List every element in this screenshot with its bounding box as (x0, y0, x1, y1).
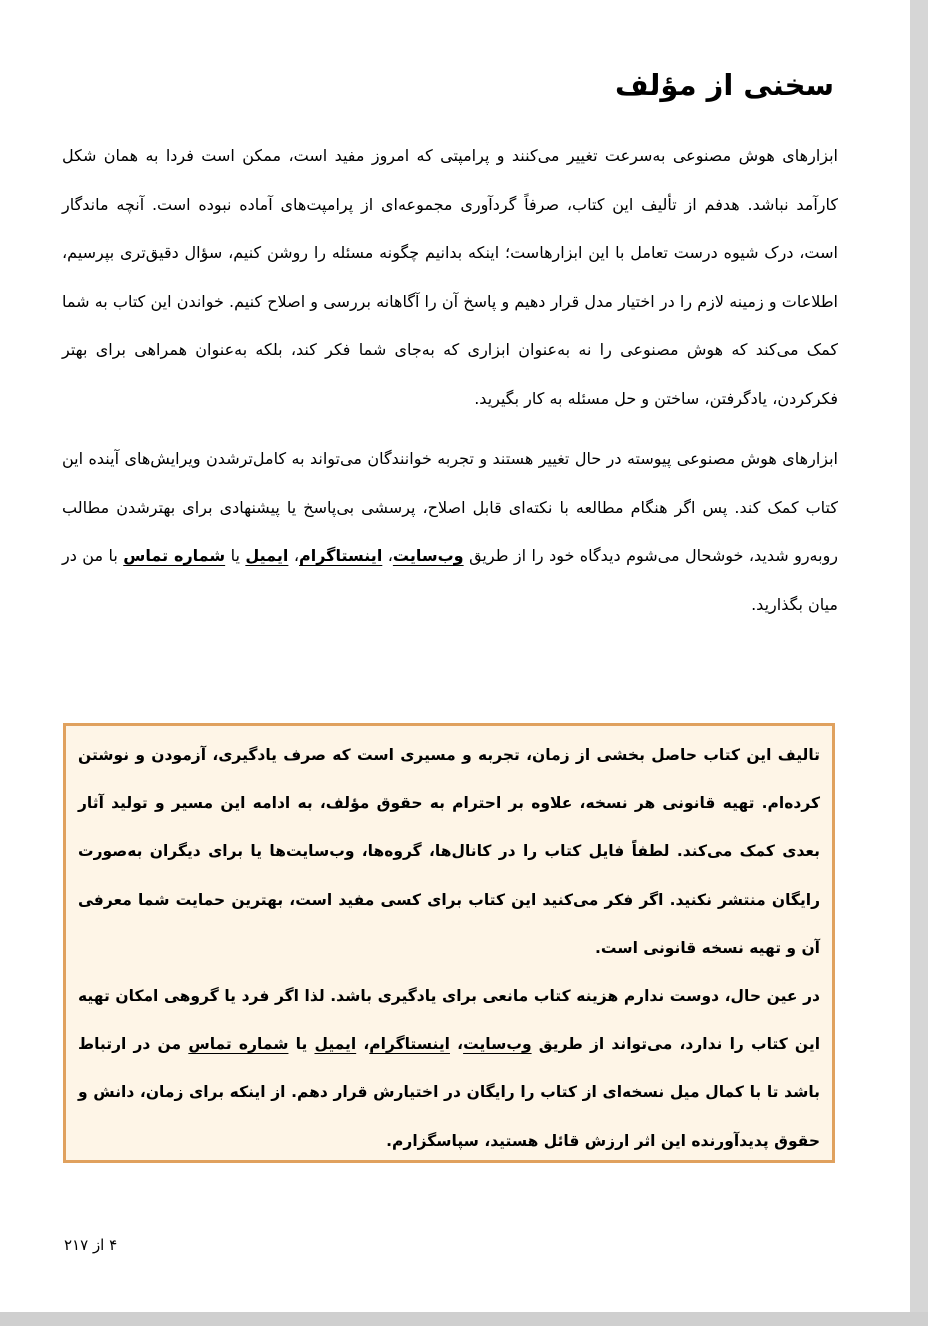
notice-website-link[interactable]: وب‌سایت (463, 1035, 532, 1054)
website-link[interactable]: وب‌سایت (392, 546, 464, 565)
horizontal-scrollbar[interactable] (0, 1312, 928, 1326)
vertical-scrollbar[interactable] (910, 0, 928, 1326)
separator: ، (288, 546, 299, 565)
instagram-link[interactable]: اینستاگرام (298, 546, 383, 565)
notice-email-link[interactable]: ایمیل (314, 1035, 357, 1054)
notice-instagram-link[interactable]: اینستاگرام (369, 1035, 450, 1054)
separator: یا (288, 1035, 315, 1054)
feedback-paragraph (62, 435, 838, 629)
separator: ، (449, 1035, 464, 1054)
page-title: سخنی از مؤلف (615, 68, 834, 102)
email-link[interactable]: ایمیل (245, 546, 289, 565)
notice-text: در عین حال، دوست ندارم هزینه کتاب مانعی برای یادگیری باشد. لذا اگر فرد یا گروهی امکان تهیه این کتاب را ندارد، می‌تواند از طریق (78, 987, 821, 1054)
notice-phone-link[interactable]: شماره تماس (188, 1035, 289, 1054)
separator: ، (356, 1035, 370, 1054)
separator: یا (225, 546, 246, 565)
feedback-text: ابزارهای هوش مصنوعی پیوسته در حال تغییر هستند و تجربه خوانندگان می‌تواند به کامل‌ترشدن ویرایش‌های آینده این کتاب کمک کند. پس اگر هنگام مطالعه با نکته‌ای قابل اصلاح، پرسشی بی‌پاسخ یا پیشنهادی برای بهترشدن مطالب روبه‌رو شدید، خوشحال می‌شوم دیدگاه خود را از طریق (62, 449, 839, 565)
page-number: ۴ از ۲۱۷ (64, 1236, 118, 1254)
intro-paragraph: ابزارهای هوش مصنوعی به‌سرعت تغییر می‌کنند و پرامپتی که امروز مفید است، ممکن است فردا به همان شکل کارآمد نباشد. هدفم از تألیف این کتاب، صرفاً گردآوری مجموعه‌ای از پرامپت‌های آماده نبوده است. آنچه ماندگار است، درک شیوه درست تعامل با این ابزارهاست؛ اینکه بدانیم چگونه مسئله را روشن کنیم، سؤال دقیق‌تری بپرسیم، اطلاعات و زمینه لازم را در اختیار مدل قرار دهیم و پاسخ آن را آگاهانه بررسی و اصلاح کنیم. خواندن این کتاب به شما کمک می‌کند که هوش مصنوعی را نه به‌عنوان ابزاری که به‌جای شما فکر کند، بلکه به‌عنوان همراهی برای بهتر فکرکردن، یادگرفتن، ساختن و حل مسئله به کار بگیرید. (62, 146, 838, 408)
phone-link[interactable]: شماره تماس (123, 546, 226, 565)
notice-paragraph-2 (78, 972, 820, 1165)
separator: ، (382, 546, 393, 565)
feedback-ending: با من در میان بگذارید. (62, 546, 838, 614)
page-content (62, 60, 838, 629)
copyright-notice-box (63, 723, 835, 1163)
notice-paragraph-1: تالیف این کتاب حاصل بخشی از زمان، تجربه و مسیری است که صرف یادگیری، آزمودن و نوشتن کرده‌ام. تهیه قانونی هر نسخه، علاوه بر احترام به حقوق مؤلف، به ادامه این مسیر و تولید آثار بعدی کمک می‌کند. لطفاً فایل کتاب را در کانال‌ها، گروه‌ها، وب‌سایت‌ها یا برای دیگران به‌صورت رایگان منتشر نکنید. اگر فکر می‌کنید این کتاب برای کسی مفید است، بهترین حمایت شما معرفی آن و تهیه نسخه قانونی است. (78, 746, 820, 957)
notice-ending: من در ارتباط باشد تا با کمال میل نسخه‌ای از کتاب را رایگان در اختیارش قرار دهم. از اینکه برای زمان، دانش و حقوق پدیدآورنده این اثر ارزش قائل هستید، سپاسگزارم. (78, 1035, 820, 1150)
